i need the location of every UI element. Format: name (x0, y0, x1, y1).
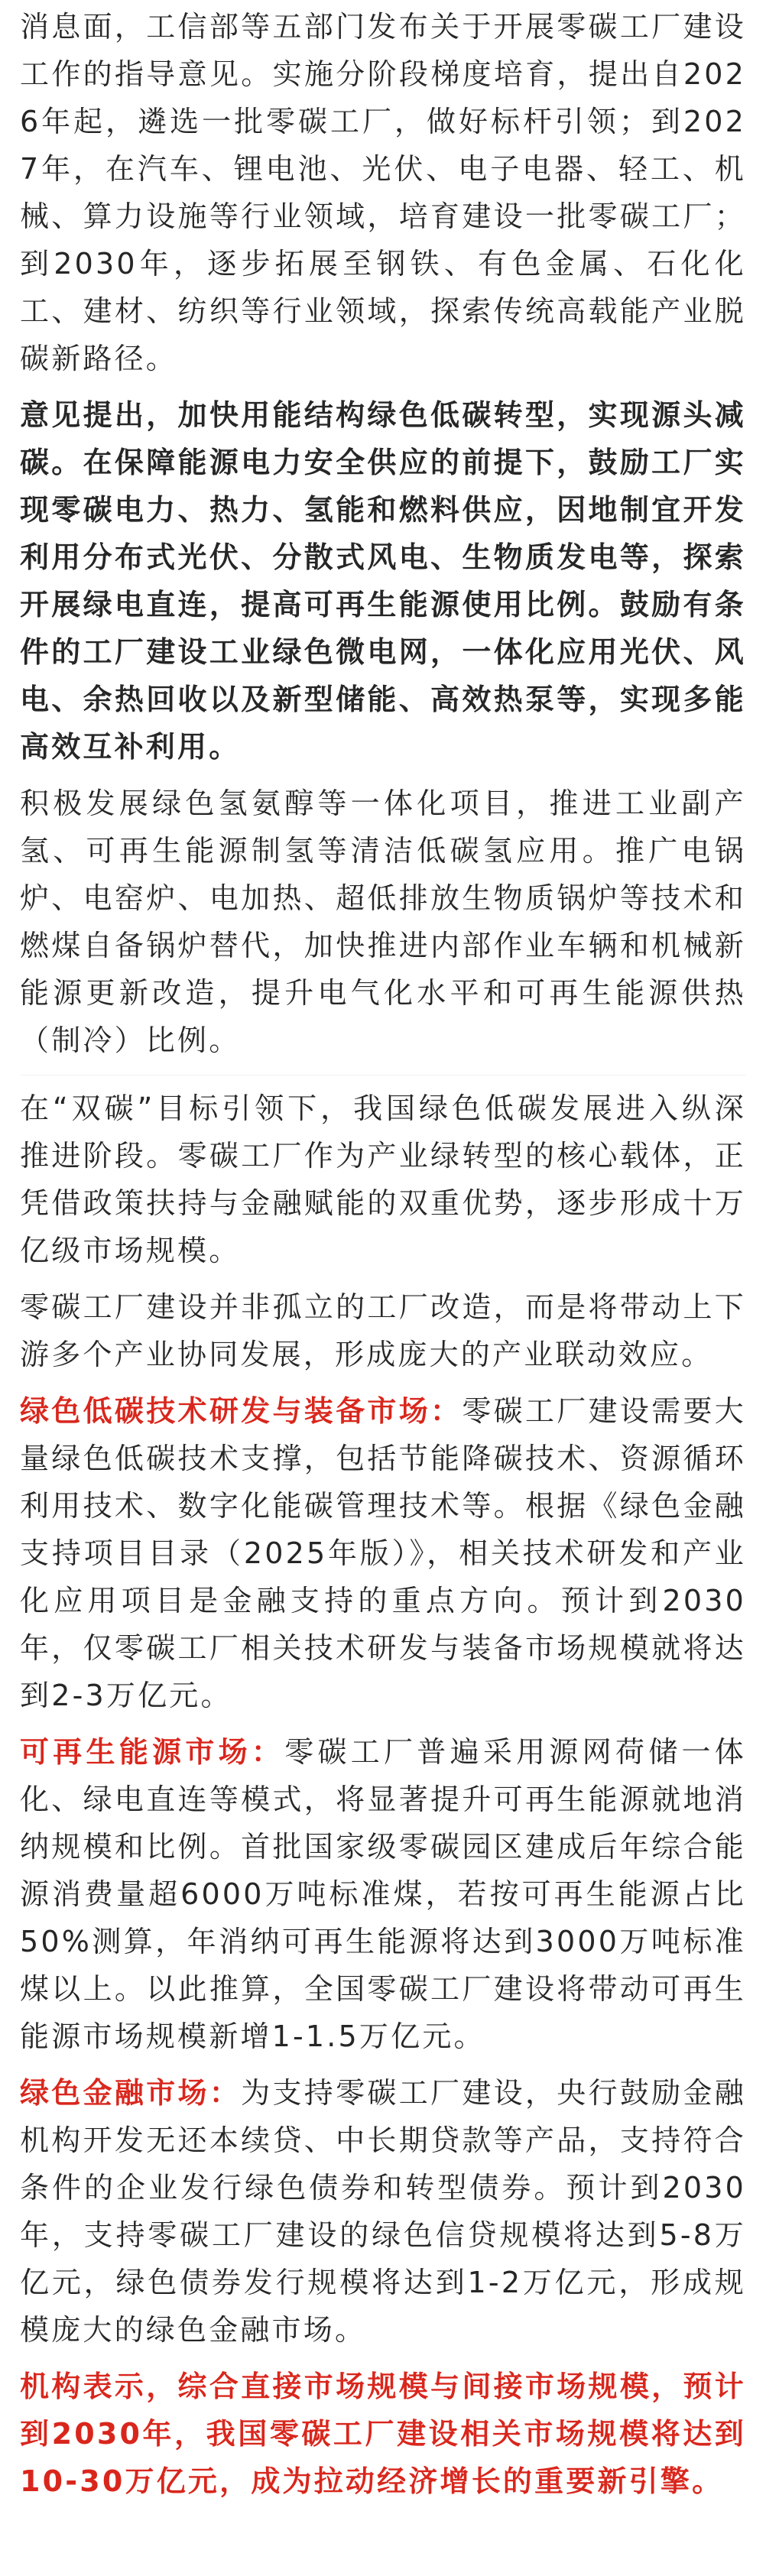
paragraph-dual-carbon: 在“双碳”目标引领下，我国绿色低碳发展进入纵深推进阶段。零碳工厂作为产业绿转型的核心载体，正凭借政策扶持与金融赋能的双重优势，逐步形成十万亿级市场规模。 (20, 1092, 746, 1267)
text-tech-equipment-market: 零碳工厂建设需要大量绿色低碳技术支撑，包括节能降碳技术、资源循环利用技术、数字化能碳管理技术等。根据《绿色金融支持项目目录（2025年版）》，相关技术研发和产业化应用项目是金融支持的重点方向。预计到2030年，仅零碳工厂相关技术研发与装备市场规模就将达到2-3万亿元。 (20, 1394, 746, 1712)
paragraph-green-finance-market (20, 2069, 746, 2354)
paragraph-tech-equipment-market (20, 1387, 746, 1719)
paragraph-industry-linkage: 零碳工厂建设并非孤立的工厂改造，而是将带动上下游多个产业协同发展，形成庞大的产业联动效应。 (20, 1290, 746, 1371)
heading-tech-equipment-market: 绿色低碳技术研发与装备市场： (20, 1394, 463, 1428)
paragraph-market-size-conclusion: 机构表示，综合直接市场规模与间接市场规模，预计到2030年，我国零碳工厂建设相关市场规模将达到10-30万亿元，成为拉动经济增长的重要新引擎。 (20, 2370, 746, 2498)
text-green-finance-market: 为支持零碳工厂建设，央行鼓励金融机构开发无还本续贷、中长期贷款等产品，支持符合条件的企业发行绿色债券和转型债券。预计到2030年，支持零碳工厂建设的绿色信贷规模将达到5-8万亿元，绿色债券发行规模将达到1-2万亿元，形成规模庞大的绿色金融市场。 (20, 2076, 747, 2347)
section-divider (20, 1075, 746, 1077)
paragraph-renewable-market (20, 1728, 746, 2060)
heading-renewable-market: 可再生能源市场： (20, 1735, 285, 1769)
heading-green-finance-market: 绿色金融市场： (20, 2076, 242, 2110)
paragraph-policy-announcement: 消息面，工信部等五部门发布关于开展零碳工厂建设工作的指导意见。实施分阶段梯度培育，提出自2026年起，遴选一批零碳工厂，做好标杆引领；到2027年，在汽车、锂电池、光伏、电子电器、轻工、机械、算力设施等行业领域，培育建设一批零碳工厂；到2030年，逐步拓展至钢铁、有色金属、石化化工、建材、纺织等行业领域，探索传统高载能产业脱碳新路径。 (20, 10, 746, 375)
text-renewable-market: 零碳工厂普遍采用源网荷储一体化、绿电直连等模式，将显著提升可再生能源就地消纳规模和比例。首批国家级零碳园区建成后年综合能源消费量超6000万吨标准煤，若按可再生能源占比50%测算，年消纳可再生能源将达到3000万吨标准煤以上。以此推算，全国零碳工厂建设将带动可再生能源市场规模新增1-1.5万亿元。 (20, 1735, 746, 2053)
paragraph-energy-structure: 意见提出，加快用能结构绿色低碳转型，实现源头减碳。在保障能源电力安全供应的前提下，鼓励工厂实现零碳电力、热力、氢能和燃料供应，因地制宜开发利用分布式光伏、分散式风电、生物质发电等，探索开展绿电直连，提高可再生能源使用比例。鼓励有条件的工厂建设工业绿色微电网，一体化应用光伏、风电、余热回收以及新型储能、高效热泵等，实现多能高效互补利用。 (20, 398, 746, 764)
paragraph-hydrogen-electrification: 积极发展绿色氢氨醇等一体化项目，推进工业副产氢、可再生能源制氢等清洁低碳氢应用。推广电锅炉、电窑炉、电加热、超低排放生物质锅炉等技术和燃煤自备锅炉替代，加快推进内部作业车辆和机械新能源更新改造，提升电气化水平和可再生能源供热（制冷）比例。 (20, 787, 746, 1057)
